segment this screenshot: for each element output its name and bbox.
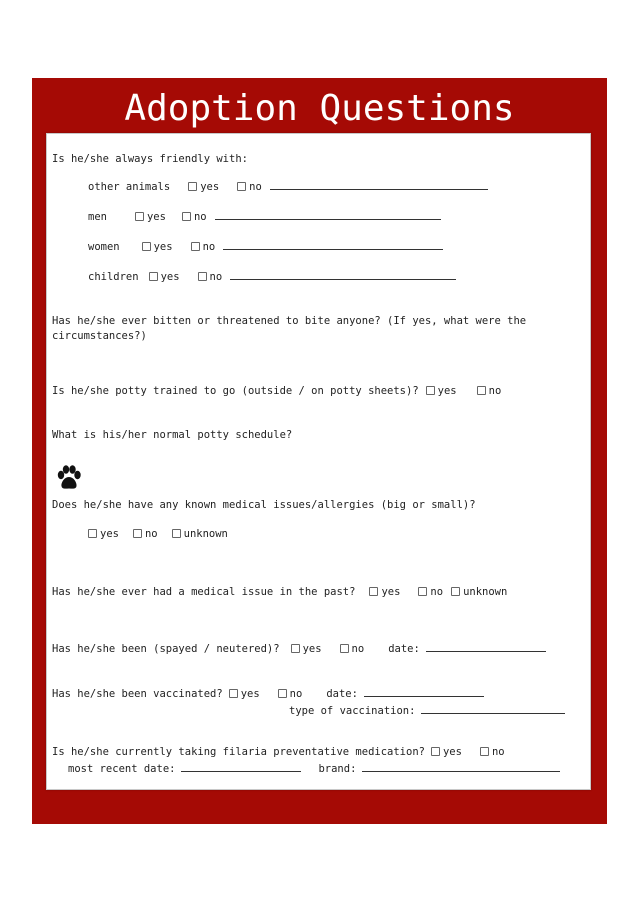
no-checkbox[interactable] xyxy=(418,587,427,596)
vaccination-type-row xyxy=(289,705,565,718)
recent-date-line[interactable] xyxy=(181,770,301,772)
recent-date-label: most recent date: xyxy=(68,763,176,775)
filaria-details-row xyxy=(68,763,560,776)
vaccination-type-label: type of vaccination: xyxy=(289,705,416,717)
spayed-date-label: date: xyxy=(388,643,420,655)
friendly-label: women xyxy=(88,241,120,253)
no-checkbox[interactable] xyxy=(237,182,246,191)
yes-checkbox[interactable] xyxy=(426,386,435,395)
brand-label: brand: xyxy=(318,763,357,775)
vaccination-type-line[interactable] xyxy=(421,712,565,714)
paw-print-icon xyxy=(56,464,82,492)
vaccinated-row: Has he/she been vaccinated? yes no date: xyxy=(52,688,484,701)
vaccinated-date-label: date: xyxy=(326,688,358,700)
friendly-row-women: women yes no xyxy=(88,241,443,254)
spayed-row: Has he/she been (spayed / neutered)? yes no date: xyxy=(52,643,546,656)
filaria-row: Is he/she currently taking filaria preventative medication? yes no xyxy=(52,746,505,758)
yes-checkbox[interactable] xyxy=(135,212,144,221)
medical-past-row: Has he/she ever had a medical issue in the past? yes no unknown xyxy=(52,586,508,598)
yes-checkbox[interactable] xyxy=(369,587,378,596)
bitten-question-line2: circumstances?) xyxy=(52,330,147,342)
no-checkbox[interactable] xyxy=(480,747,489,756)
questionnaire-panel xyxy=(46,133,591,790)
yes-checkbox[interactable] xyxy=(188,182,197,191)
no-checkbox[interactable] xyxy=(182,212,191,221)
medical-known-options: yes no unknown xyxy=(88,528,228,541)
answer-line[interactable] xyxy=(223,248,443,250)
yes-checkbox[interactable] xyxy=(229,689,238,698)
friendly-question: Is he/she always friendly with: xyxy=(52,153,248,165)
friendly-label: children xyxy=(88,271,139,283)
potty-schedule-question: What is his/her normal potty schedule? xyxy=(52,429,293,441)
brand-line[interactable] xyxy=(362,770,560,772)
bitten-question-line1: Has he/she ever bitten or threatened to bite anyone? (If yes, what were the xyxy=(52,315,527,327)
spayed-question: Has he/she been (spayed / neutered)? xyxy=(52,643,280,655)
yes-checkbox[interactable] xyxy=(291,644,300,653)
unknown-checkbox[interactable] xyxy=(172,529,181,538)
potty-trained-row: Is he/she potty trained to go (outside / on potty sheets)? yes no xyxy=(52,385,502,397)
no-checkbox[interactable] xyxy=(278,689,287,698)
page-title: Adoption Questions xyxy=(124,88,515,129)
no-checkbox[interactable] xyxy=(477,386,486,395)
no-checkbox[interactable] xyxy=(340,644,349,653)
friendly-row-other-animals: other animals yes no xyxy=(88,181,488,194)
no-checkbox[interactable] xyxy=(133,529,142,538)
friendly-label: men xyxy=(88,211,107,223)
friendly-row-men: men yes no xyxy=(88,211,441,224)
friendly-row-children: children yes no xyxy=(88,271,456,284)
yes-checkbox[interactable] xyxy=(431,747,440,756)
vaccinated-question: Has he/she been vaccinated? xyxy=(52,688,223,700)
unknown-checkbox[interactable] xyxy=(451,587,460,596)
answer-line[interactable] xyxy=(270,188,488,190)
friendly-label: other animals xyxy=(88,181,171,193)
filaria-question: Is he/she currently taking filaria preventative medication? xyxy=(52,746,425,758)
answer-line[interactable] xyxy=(215,218,441,220)
vaccinated-date-line[interactable] xyxy=(364,695,484,697)
answer-line[interactable] xyxy=(230,278,456,280)
no-checkbox[interactable] xyxy=(198,272,207,281)
yes-checkbox[interactable] xyxy=(142,242,151,251)
yes-checkbox[interactable] xyxy=(149,272,158,281)
spayed-date-line[interactable] xyxy=(426,650,546,652)
page-frame xyxy=(32,78,607,824)
no-checkbox[interactable] xyxy=(191,242,200,251)
potty-trained-question: Is he/she potty trained to go (outside / on potty sheets)? xyxy=(52,385,419,397)
yes-checkbox[interactable] xyxy=(88,529,97,538)
medical-known-question: Does he/she have any known medical issues/allergies (big or small)? xyxy=(52,499,476,511)
medical-past-question: Has he/she ever had a medical issue in the past? xyxy=(52,586,356,598)
